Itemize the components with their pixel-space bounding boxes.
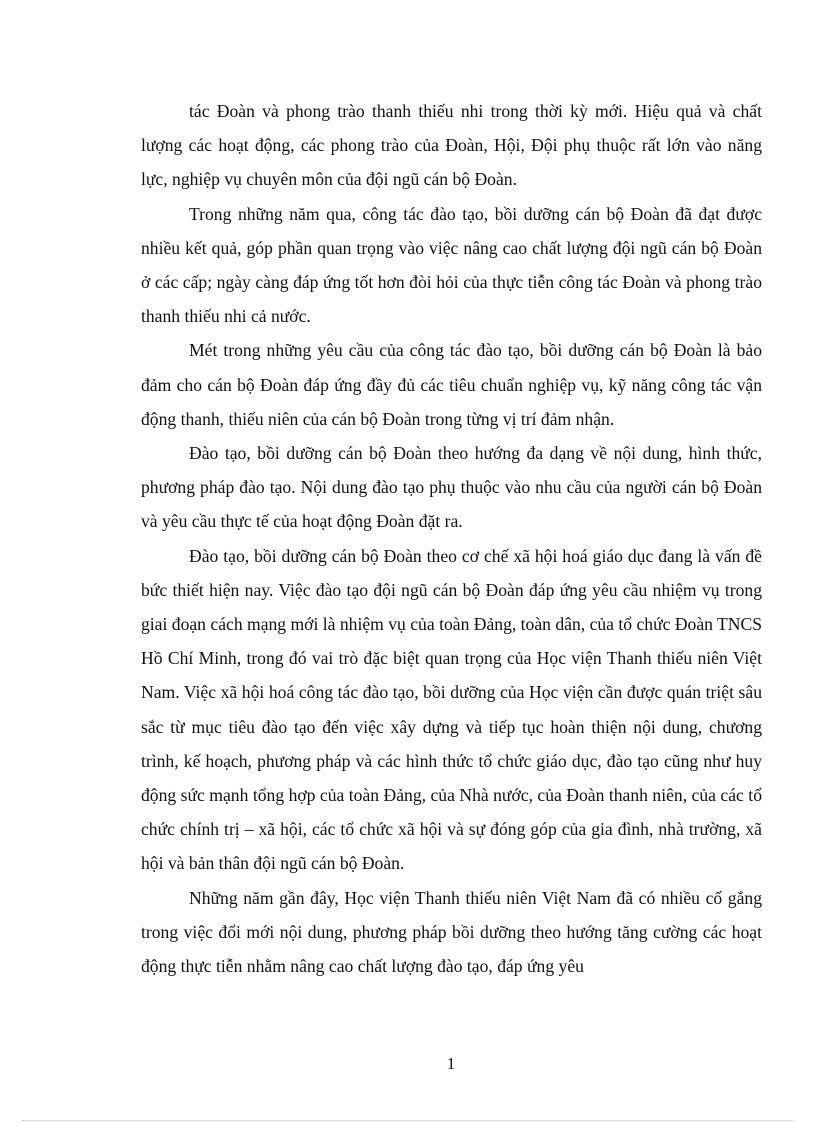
page-bottom-divider: [22, 1120, 794, 1121]
page-number: 1: [446, 1054, 456, 1073]
paragraph-6: Những năm gần đây, Học viện Thanh thiếu niên Việt Nam đã có nhiều cố gắng trong việc đổi mới nội dung, phương pháp bồi dưỡng theo hướng tăng cường các hoạt động thực tiễn nhằm nâng cao chất lượng đào tạo, đáp ứng yêu: [141, 887, 762, 977]
paragraph-2: Trong những năm qua, công tác đào tạo, bồi dưỡng cán bộ Đoàn đã đạt được nhiều kết quả, góp phần quan trọng vào việc nâng cao chất lượng đội ngũ cán bộ Đoàn ở các cấp; ngày càng đáp ứng tốt hơn đòi hỏi của thực tiễn công tác Đoàn và phong trào thanh thiếu nhi cả nước.: [141, 203, 762, 327]
paragraph-1: tác Đoàn và phong trào thanh thiếu nhi trong thời kỳ mới. Hiệu quả và chất lượng các hoạt động, các phong trào của Đoàn, Hội, Đội phụ thuộc rất lớn vào năng lực, nghiệp vụ chuyên môn của đội ngũ cán bộ Đoàn.: [141, 101, 762, 190]
paragraph-5: Đào tạo, bồi dưỡng cán bộ Đoàn theo cơ chế xã hội hoá giáo dục đang là vấn đề bức thiết hiện nay. Việc đào tạo đội ngũ cán bộ Đoàn đáp ứng yêu cầu nhiệm vụ trong giai đoạn cách mạng mới là nhiệm vụ của toàn Đảng, toàn dân, của tổ chức Đoàn TNCS Hồ Chí Minh, trong đó vai trò đặc biệt quan trọng của Học viện Thanh thiếu niên Việt Nam. Việc xã hội hoá công tác đào tạo, bồi dưỡng của Học viện cần được quán triệt sâu sắc từ mục tiêu đào tạo đến việc xây dựng và tiếp tục hoàn thiện nội dung, chương trình, kế hoạch, phương pháp và các hình thức tổ chức giáo dục, đào tạo cũng như huy động sức mạnh tổng hợp của toàn Đảng, của Nhà nước, của Đoàn thanh niên, của các tổ chức chính trị – xã hội, các tổ chức xã hội và sự đóng góp của gia đình, nhà trường, xã hội và bản thân đội ngũ cán bộ Đoàn.: [141, 545, 762, 874]
paragraph-4: Đào tạo, bồi dưỡng cán bộ Đoàn theo hướng đa dạng về nội dung, hình thức, phương pháp đào tạo. Nội dung đào tạo phụ thuộc vào nhu cầu của người cán bộ Đoàn và yêu cầu thực tế của hoạt động Đoàn đặt ra.: [141, 443, 762, 532]
paragraph-3: Mét trong những yêu cầu của công tác đào tạo, bồi dưỡng cán bộ Đoàn là bảo đảm cho cán bộ Đoàn đáp ứng đầy đủ các tiêu chuẩn nghiệp vụ, kỹ năng công tác vận động thanh, thiếu niên của cán bộ Đoàn trong từng vị trí đảm nhận.: [141, 340, 762, 429]
page-body: [141, 94, 762, 983]
